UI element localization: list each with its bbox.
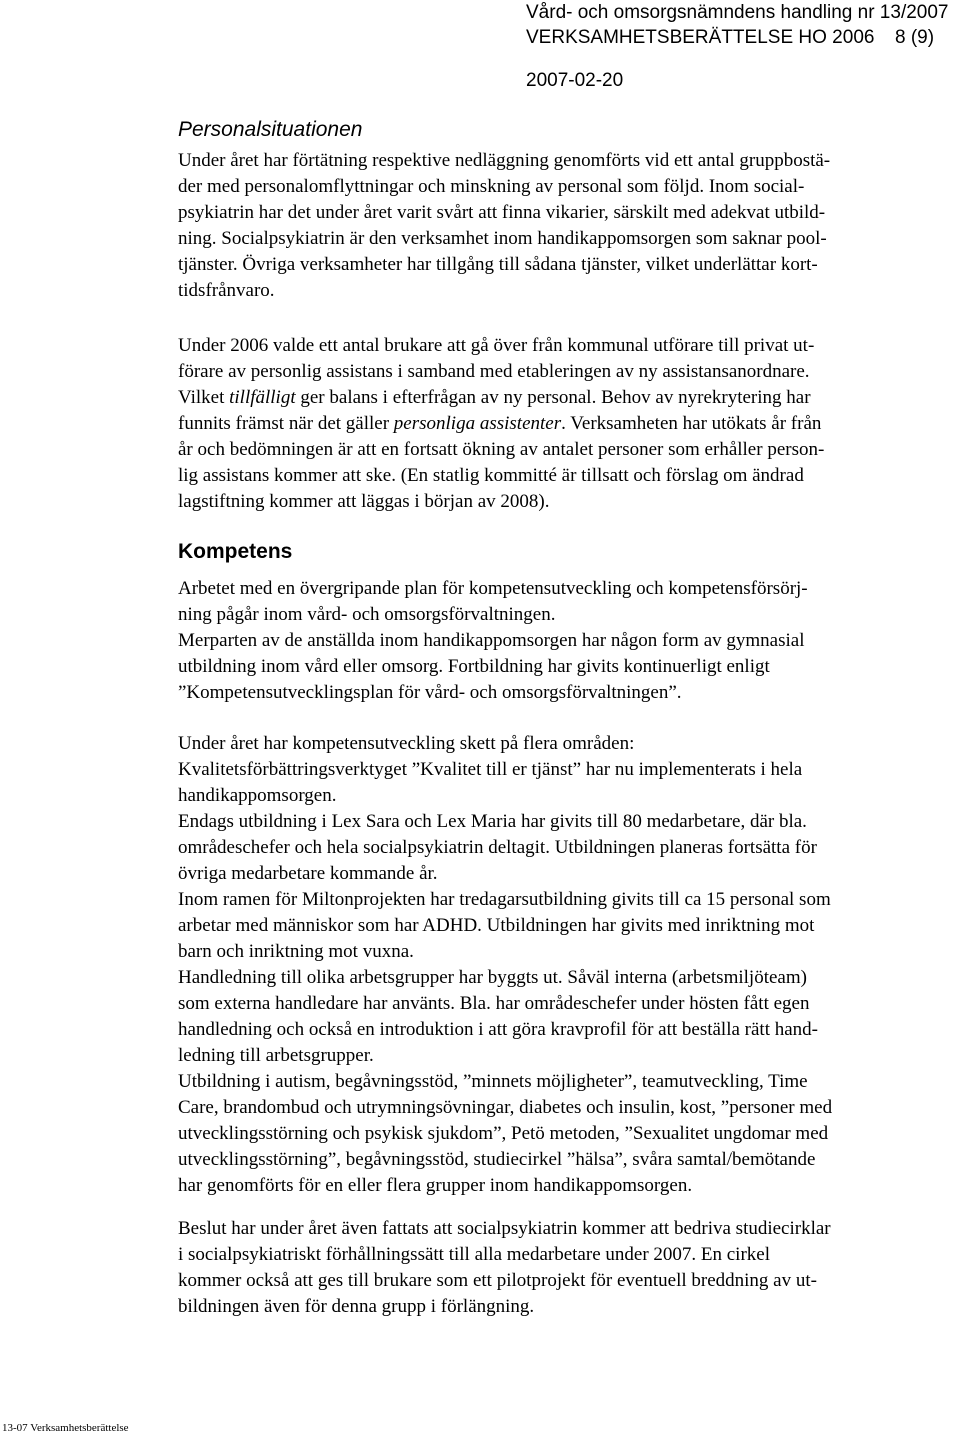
text-line: barn och inriktning mot vuxna. bbox=[178, 941, 414, 962]
header-date: 2007-02-20 bbox=[526, 70, 624, 91]
paragraph-kompetens-3 bbox=[178, 1216, 948, 1320]
paragraph-kompetens-1 bbox=[178, 576, 948, 706]
text-line: förare av personlig assistans i samband med etableringen av ny assistansanordnare. bbox=[178, 361, 810, 382]
text-line: Under året har kompetensutveckling skett på flera områden: bbox=[178, 733, 635, 754]
text-line: Arbetet med en övergripande plan för kompetensutveckling och kompetensförsörj- bbox=[178, 578, 808, 599]
text-line: bildningen även för denna grupp i förlängning. bbox=[178, 1296, 535, 1317]
paragraph-personal-2 bbox=[178, 333, 948, 515]
text-fragment: . Verksamheten har utökats år från bbox=[561, 413, 822, 434]
text-line: der med personalomflyttningar och minskning av personal som följd. Inom social- bbox=[178, 176, 805, 197]
text-line: Kvalitetsförbättringsverktyget ”Kvalitet till er tjänst” har nu implementerats i hela bbox=[178, 759, 803, 780]
text-line: psykiatrin har det under året varit svårt att finna vikarier, särskilt med adekvat utbild- bbox=[178, 202, 826, 223]
text-line: i socialpsykiatriskt förhållningssätt till alla medarbetare under 2007. En cirkel bbox=[178, 1244, 770, 1265]
header-page-number: 8 (9) bbox=[895, 27, 935, 48]
footer-filename: 13-07 Verksamhetsberättelse bbox=[2, 1422, 129, 1434]
text-line: arbetar med människor som har ADHD. Utbildningen har givits med inriktning mot bbox=[178, 915, 815, 936]
text-line: utvecklingsstörning”, begåvningsstöd, studiecirkel ”hälsa”, svåra samtal/bemötande bbox=[178, 1149, 816, 1170]
text-line: handledning och också en introduktion i att göra kravprofil för att beställa rätt hand- bbox=[178, 1019, 818, 1040]
text-line: ledning till arbetsgrupper. bbox=[178, 1045, 374, 1066]
text-line: Utbildning i autism, begåvningsstöd, ”minnets möjligheter”, teamutveckling, Time bbox=[178, 1071, 808, 1092]
text-line: ning pågår inom vård- och omsorgsförvaltningen. bbox=[178, 604, 556, 625]
text-line: utvecklingsstörning och psykisk sjukdom”, Petö metoden, ”Sexualitet ungdomar med bbox=[178, 1123, 829, 1144]
text-line: Care, brandombud och utrymningsövningar, diabetes och insulin, kost, ”personer med bbox=[178, 1097, 833, 1118]
section-heading-kompetens: Kompetens bbox=[178, 540, 293, 563]
text-line: Endags utbildning i Lex Sara och Lex Maria har givits till 80 medarbetare, där bla. bbox=[178, 811, 807, 832]
text-line bbox=[178, 411, 948, 437]
text-line: Under året har förtätning respektive nedläggning genomförts vid ett antal gruppbostä- bbox=[178, 150, 831, 171]
text-line: lagstiftning kommer att läggas i början av 2008). bbox=[178, 491, 550, 512]
text-line: Inom ramen för Miltonprojekten har tredagarsutbildning givits till ca 15 personal som bbox=[178, 889, 831, 910]
text-line: Under 2006 valde ett antal brukare att gå över från kommunal utförare till privat ut- bbox=[178, 335, 815, 356]
section-title-personalsituationen: Personalsituationen bbox=[178, 118, 363, 141]
text-fragment: Vilket bbox=[178, 387, 230, 408]
text-line: Beslut har under året även fattats att socialpsykiatrin kommer att bedriva studiecirklar bbox=[178, 1218, 831, 1239]
text-line: områdeschefer och hela socialpsykiatrin deltagit. Utbildningen planeras fortsätta för bbox=[178, 837, 817, 858]
header-handling: Vård- och omsorgsnämndens handling nr 13/2007 bbox=[526, 2, 949, 23]
text-line: år och bedömningen är att en fortsatt ökning av antalet personer som erhåller person- bbox=[178, 439, 825, 460]
text-line: utbildning inom vård eller omsorg. Fortbildning har givits kontinuerligt enligt bbox=[178, 656, 770, 677]
text-line: har genomförts för en eller flera grupper inom handikappomsorgen. bbox=[178, 1175, 693, 1196]
text-fragment: ger balans i efterfrågan av ny personal. Behov av nyrekrytering har bbox=[295, 387, 811, 408]
paragraph-kompetens-2 bbox=[178, 731, 948, 1199]
text-line: Merparten av de anställda inom handikappomsorgen har någon form av gymnasial bbox=[178, 630, 805, 651]
emphasis-text: tillfälligt bbox=[229, 387, 296, 408]
text-fragment: funnits främst när det gäller bbox=[178, 413, 394, 434]
text-line: som externa handledare har använts. Bla. har områdeschefer under hösten fått egen bbox=[178, 993, 810, 1014]
text-line: ”Kompetensutvecklingsplan för vård- och omsorgsförvaltningen”. bbox=[178, 682, 682, 703]
emphasis-text: personliga assistenter bbox=[393, 413, 562, 434]
text-line: kommer också att ges till brukare som ett pilotprojekt för eventuell breddning av ut- bbox=[178, 1270, 817, 1291]
text-line: Handledning till olika arbetsgrupper har byggts ut. Såväl interna (arbetsmiljöteam) bbox=[178, 967, 807, 988]
text-line bbox=[178, 385, 948, 411]
text-line: lig assistans kommer att ske. (En statlig kommitté är tillsatt och förslag om ändrad bbox=[178, 465, 804, 486]
text-line: övriga medarbetare kommande år. bbox=[178, 863, 438, 884]
text-line: handikappomsorgen. bbox=[178, 785, 337, 806]
text-line: tjänster. Övriga verksamheter har tillgång till sådana tjänster, vilket underlättar kort- bbox=[178, 254, 818, 275]
paragraph-personal-1 bbox=[178, 148, 948, 304]
text-line: tidsfrånvaro. bbox=[178, 280, 275, 301]
header-report-title: VERKSAMHETSBERÄTTELSE HO 2006 bbox=[526, 27, 875, 48]
text-line: ning. Socialpsykiatrin är den verksamhet inom handikappomsorgen som saknar pool- bbox=[178, 228, 827, 249]
